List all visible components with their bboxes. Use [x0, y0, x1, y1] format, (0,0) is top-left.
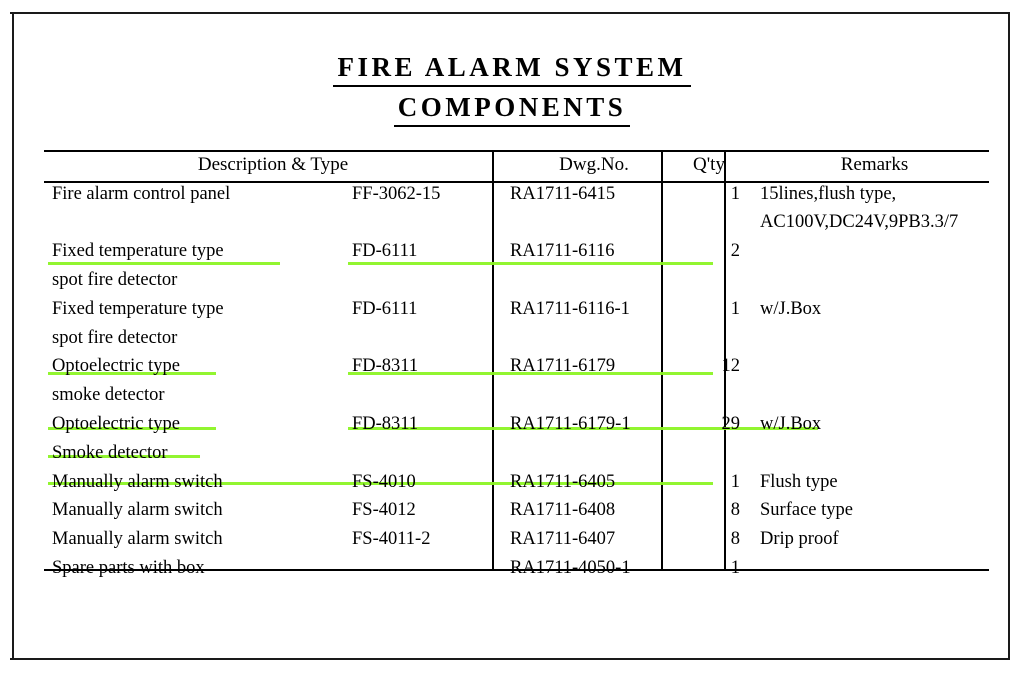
cell-description: Manually alarm switch	[52, 529, 223, 550]
cell-dwg-no: RA1711-6407	[510, 529, 616, 550]
cell-type: FF-3062-15	[352, 183, 441, 204]
header-description: Description & Type	[197, 154, 349, 175]
cell-remarks-2: AC100V,DC24V,9PB3.3/7	[760, 212, 959, 233]
cell-dwg-no: RA1711-6405	[510, 471, 616, 492]
table-row	[44, 410, 989, 439]
cell-description: Fixed temperature type	[52, 241, 224, 262]
cell-dwg-no: RA1711-6116-1	[510, 298, 630, 319]
cell-qty: 1	[730, 471, 740, 492]
components-table	[44, 150, 989, 583]
cell-type-2	[352, 439, 502, 468]
cell-description: Manually alarm switch	[52, 500, 223, 521]
table-row	[44, 525, 989, 554]
title-line-2: COMPONENTS	[394, 92, 631, 127]
cell-type: FS-4012	[352, 500, 416, 521]
cell-type: FD-8311	[352, 356, 419, 377]
cell-remarks	[748, 352, 989, 381]
header-remarks: Remarks	[840, 154, 909, 175]
table-row-continuation	[44, 266, 989, 295]
cell-description: Fire alarm control panel	[52, 183, 231, 204]
cell-dwg-no-2	[502, 439, 678, 468]
cell-type	[352, 554, 502, 583]
cell-dwg-no: RA1711-6116	[510, 241, 615, 262]
cell-type-2	[352, 324, 502, 353]
table-row	[44, 468, 989, 497]
header-dwg-no: Dwg.No.	[559, 154, 629, 175]
cell-qty-2	[678, 324, 748, 353]
cell-type-2	[352, 266, 502, 295]
table-row	[44, 295, 989, 324]
title-line-1: FIRE ALARM SYSTEM	[333, 52, 690, 87]
cell-dwg-no-2	[502, 324, 678, 353]
cell-remarks	[748, 554, 989, 583]
cell-type-2	[352, 208, 502, 237]
document-title	[0, 52, 1024, 127]
cell-description-2	[44, 208, 352, 237]
cell-qty: 1	[730, 298, 740, 319]
cell-dwg-no: RA1711-6415	[510, 183, 616, 204]
cell-qty: 12	[721, 356, 740, 377]
cell-description: Spare parts with box	[52, 558, 205, 579]
cell-remarks-2	[748, 266, 989, 295]
cell-qty-2	[678, 439, 748, 468]
cell-description-2: smoke detector	[52, 385, 165, 406]
cell-qty-2	[678, 208, 748, 237]
cell-remarks-2	[748, 324, 989, 353]
cell-remarks-2	[748, 439, 989, 468]
table-row	[44, 180, 989, 209]
cell-type: FD-6111	[352, 241, 418, 262]
cell-description: Optoelectric type	[52, 356, 180, 377]
table-row	[44, 352, 989, 381]
scan-border-bottom	[10, 658, 1010, 660]
cell-qty: 1	[730, 183, 740, 204]
table-row-continuation	[44, 439, 989, 468]
cell-description-2: Smoke detector	[52, 442, 168, 463]
table-row-continuation	[44, 208, 989, 237]
table-row-continuation	[44, 324, 989, 353]
cell-dwg-no-2	[502, 381, 678, 410]
cell-remarks: Surface type	[760, 500, 853, 521]
cell-remarks: 15lines,flush type,	[760, 183, 897, 204]
cell-dwg-no: RA1711-6179	[510, 356, 616, 377]
table-row	[44, 554, 989, 583]
cell-qty-2	[678, 266, 748, 295]
cell-remarks: w/J.Box	[760, 298, 822, 319]
cell-description: Optoelectric type	[52, 414, 180, 435]
cell-dwg-no: RA1711-4050-1	[510, 558, 631, 579]
cell-qty-2	[678, 381, 748, 410]
cell-qty: 29	[721, 414, 740, 435]
cell-remarks: Drip proof	[760, 529, 839, 550]
cell-remarks: w/J.Box	[760, 414, 822, 435]
cell-qty: 8	[730, 529, 740, 550]
cell-remarks	[748, 237, 989, 266]
cell-type: FD-8311	[352, 414, 419, 435]
cell-qty: 8	[730, 500, 740, 521]
cell-qty: 2	[730, 241, 740, 262]
cell-dwg-no-2	[502, 266, 678, 295]
table-header-row	[44, 150, 989, 180]
cell-description-2: spot fire detector	[52, 269, 178, 290]
cell-dwg-no-2	[502, 208, 678, 237]
header-qty: Q'ty	[693, 154, 725, 175]
cell-remarks: Flush type	[760, 471, 838, 492]
cell-type-2	[352, 381, 502, 410]
cell-dwg-no: RA1711-6408	[510, 500, 616, 521]
cell-description: Manually alarm switch	[52, 471, 223, 492]
cell-description: Fixed temperature type	[52, 298, 224, 319]
cell-type: FS-4010	[352, 471, 416, 492]
cell-type: FD-6111	[352, 298, 418, 319]
table-row	[44, 237, 989, 266]
cell-qty: 1	[730, 558, 740, 579]
scan-border-top	[10, 12, 1010, 14]
cell-remarks-2	[748, 381, 989, 410]
table-row-continuation	[44, 381, 989, 410]
table-row	[44, 496, 989, 525]
cell-description-2: spot fire detector	[52, 327, 178, 348]
cell-dwg-no: RA1711-6179-1	[510, 414, 631, 435]
cell-type: FS-4011-2	[352, 529, 431, 550]
